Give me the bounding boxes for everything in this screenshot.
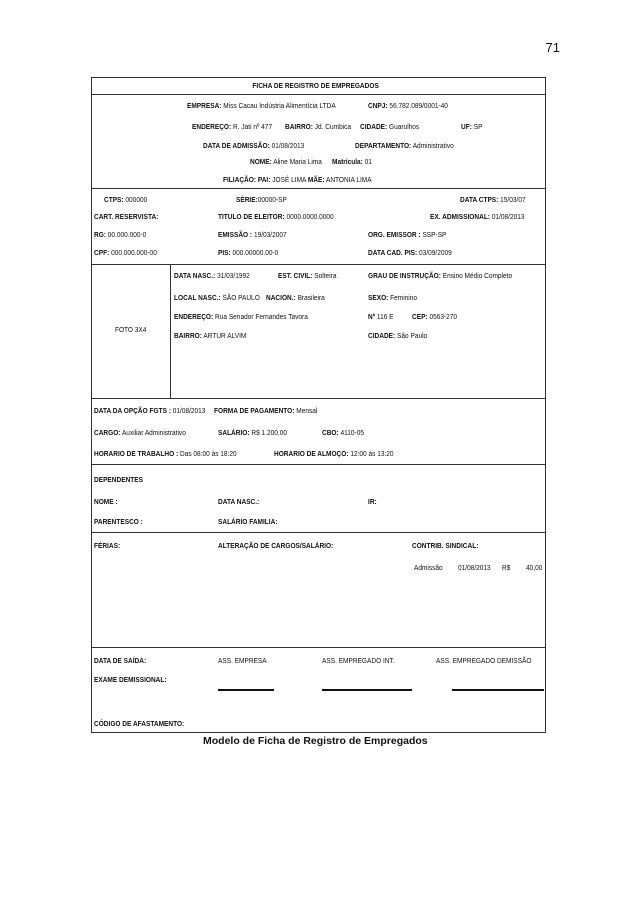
- cpf-field: CPF: 000.000.000-00: [94, 248, 157, 257]
- pis-field: PIS: 000.00000.00-0: [218, 248, 279, 257]
- signature-line-empregado-int: [322, 689, 412, 691]
- cidade-field: CIDADE: Guarulhos: [360, 122, 420, 131]
- data-opcao-fgts-field: DATA DA OPÇÃO FGTS : 01/08/2013: [94, 406, 206, 415]
- titulo-eleitor-field: TITULO DE ELEITOR: 0000.0000.0000: [218, 212, 334, 221]
- numero-field: Nº 116 E: [368, 312, 394, 321]
- contrib-admissao-date: 01/08/2013: [458, 563, 491, 572]
- contrib-value: 40,00: [526, 563, 543, 572]
- dependente-data-nasc-label: DATA NASC.:: [218, 497, 260, 506]
- nacion-field: NACION.: Brasileira: [266, 293, 325, 302]
- horario-almoco-field: HORARIO DE ALMOÇO: 12:00 às 13:20: [274, 449, 394, 458]
- signature-line-empregado-demissao: [452, 689, 544, 691]
- employee-registration-form: [91, 77, 546, 733]
- bairro-residencial-field: BAIRRO: ARTUR ALVIM: [174, 331, 247, 340]
- departamento-field: DEPARTAMENTO: Administrativo: [355, 141, 454, 150]
- dependente-ir-label: IR:: [368, 497, 377, 506]
- salario-familia-label: SALÁRIO FAMILIA:: [218, 517, 278, 526]
- ex-admissional-field: EX. ADMISSIONAL: 01/08/2013: [430, 212, 525, 221]
- endereco-field: ENDEREÇO: R. Jati nº 477: [192, 122, 273, 131]
- forma-pagamento-field: FORMA DE PAGAMENTO: Mensal: [214, 406, 318, 415]
- contrib-sindical-label: CONTRIB. SINDICAL:: [412, 541, 479, 550]
- est-civil-field: EST. CIVIL: Solteira: [278, 271, 337, 280]
- nome-field: NOME: Aline Maria Lima: [250, 157, 322, 166]
- filiacao-field: FILIAÇÃO: PAI: JOSÉ LIMA MÃE: ANTONIA LIMA: [223, 175, 372, 184]
- grau-instrucao-field: GRAU DE INSTRUÇÃO: Ensino Médio Completo: [368, 271, 513, 280]
- ctps-field: CTPS: 000000: [104, 195, 148, 204]
- data-nasc-field: DATA NASC.: 31/03/1992: [174, 271, 250, 280]
- ass-empregado-demissao-label: ASS. EMPREGADO DEMISSÃO: [436, 656, 532, 665]
- cargo-field: CARGO: Auxiliar Administrativo: [94, 428, 186, 437]
- data-cad-pis-field: DATA CAD. PIS: 03/09/2009: [368, 248, 452, 257]
- matricula-field: Matrícula: 01: [332, 157, 372, 166]
- ass-empregado-int-label: ASS. EMPREGADO INT.: [322, 656, 395, 665]
- parentesco-label: PARENTESCO :: [94, 517, 143, 526]
- uf-field: UF: SP: [461, 122, 483, 131]
- ferias-section: [92, 533, 545, 648]
- documents-section: [92, 189, 545, 265]
- form-title: FICHA DE REGISTRO DE EMPREGADOS: [252, 81, 379, 90]
- job-section: [92, 399, 545, 465]
- ferias-label: FÉRIAS:: [94, 541, 121, 550]
- contrib-admissao-label: Admissão: [414, 563, 443, 572]
- codigo-afastamento-label: CÓDIGO DE AFASTAMENTO:: [94, 719, 185, 728]
- ass-empresa-label: ASS. EMPRESA: [218, 656, 267, 665]
- saida-section: [92, 648, 545, 732]
- salario-field: SALÁRIO: R$ 1.200,00: [218, 428, 287, 437]
- personal-section: [92, 265, 545, 399]
- alteracao-cargos-label: ALTERAÇÃO DE CARGOS/SALÁRIO:: [218, 541, 334, 550]
- cart-reservista-field: CART. RESERVISTA:: [94, 212, 159, 221]
- serie-field: SÉRIE:00000-SP: [236, 195, 287, 204]
- cidade-residencial-field: CIDADE: São Paulo: [368, 331, 428, 340]
- local-nasc-field: LOCAL NASC.: SÃO PAULO: [174, 293, 260, 302]
- exame-demissional-label: EXAME DEMISSIONAL:: [94, 675, 167, 684]
- cnpj-field: CNPJ: 56.782.089/0001-40: [368, 101, 448, 110]
- signature-line-empresa: [218, 689, 274, 691]
- cep-field: CEP: 0563-270: [412, 312, 458, 321]
- bairro-field: BAIRRO: Jd. Cumbica: [285, 122, 352, 131]
- sexo-field: SEXO: Feminino: [368, 293, 418, 302]
- endereco-residencial-field: ENDEREÇO: Rua Senador Fernandes Tavora: [174, 312, 308, 321]
- page-number: 71: [545, 40, 560, 55]
- contrib-currency: R$: [502, 563, 511, 572]
- figure-caption: Modelo de Ficha de Registro de Empregados: [203, 735, 428, 747]
- dependente-nome-label: NOME :: [94, 497, 118, 506]
- photo-placeholder: FOTO 3X4: [114, 325, 147, 334]
- company-header-section: [92, 95, 545, 189]
- data-saida-label: DATA DE SAÍDA:: [94, 656, 147, 665]
- empresa-field: EMPRESA: Miss Cacau Indústria Alimentícia LTDA: [187, 101, 336, 110]
- data-ctps-field: DATA CTPS: 15/03/07: [460, 195, 526, 204]
- dependentes-title: DEPENDENTES: [94, 475, 143, 484]
- photo-divider: [170, 265, 171, 399]
- cbo-field: CBO: 4110-05: [322, 428, 365, 437]
- horario-trabalho-field: HORARIO DE TRABALHO : Das 08:00 às 18:20: [94, 449, 237, 458]
- dependentes-section: [92, 465, 545, 533]
- data-admissao-field: DATA DE ADMISSÃO: 01/08/2013: [203, 141, 305, 150]
- org-emissor-field: ORG. EMISSOR : SSP-SP: [368, 230, 447, 239]
- emissao-field: EMISSÃO : 19/03/2007: [218, 230, 287, 239]
- rg-field: RG: 00.000.000-0: [94, 230, 147, 239]
- form-title-row: [92, 78, 545, 95]
